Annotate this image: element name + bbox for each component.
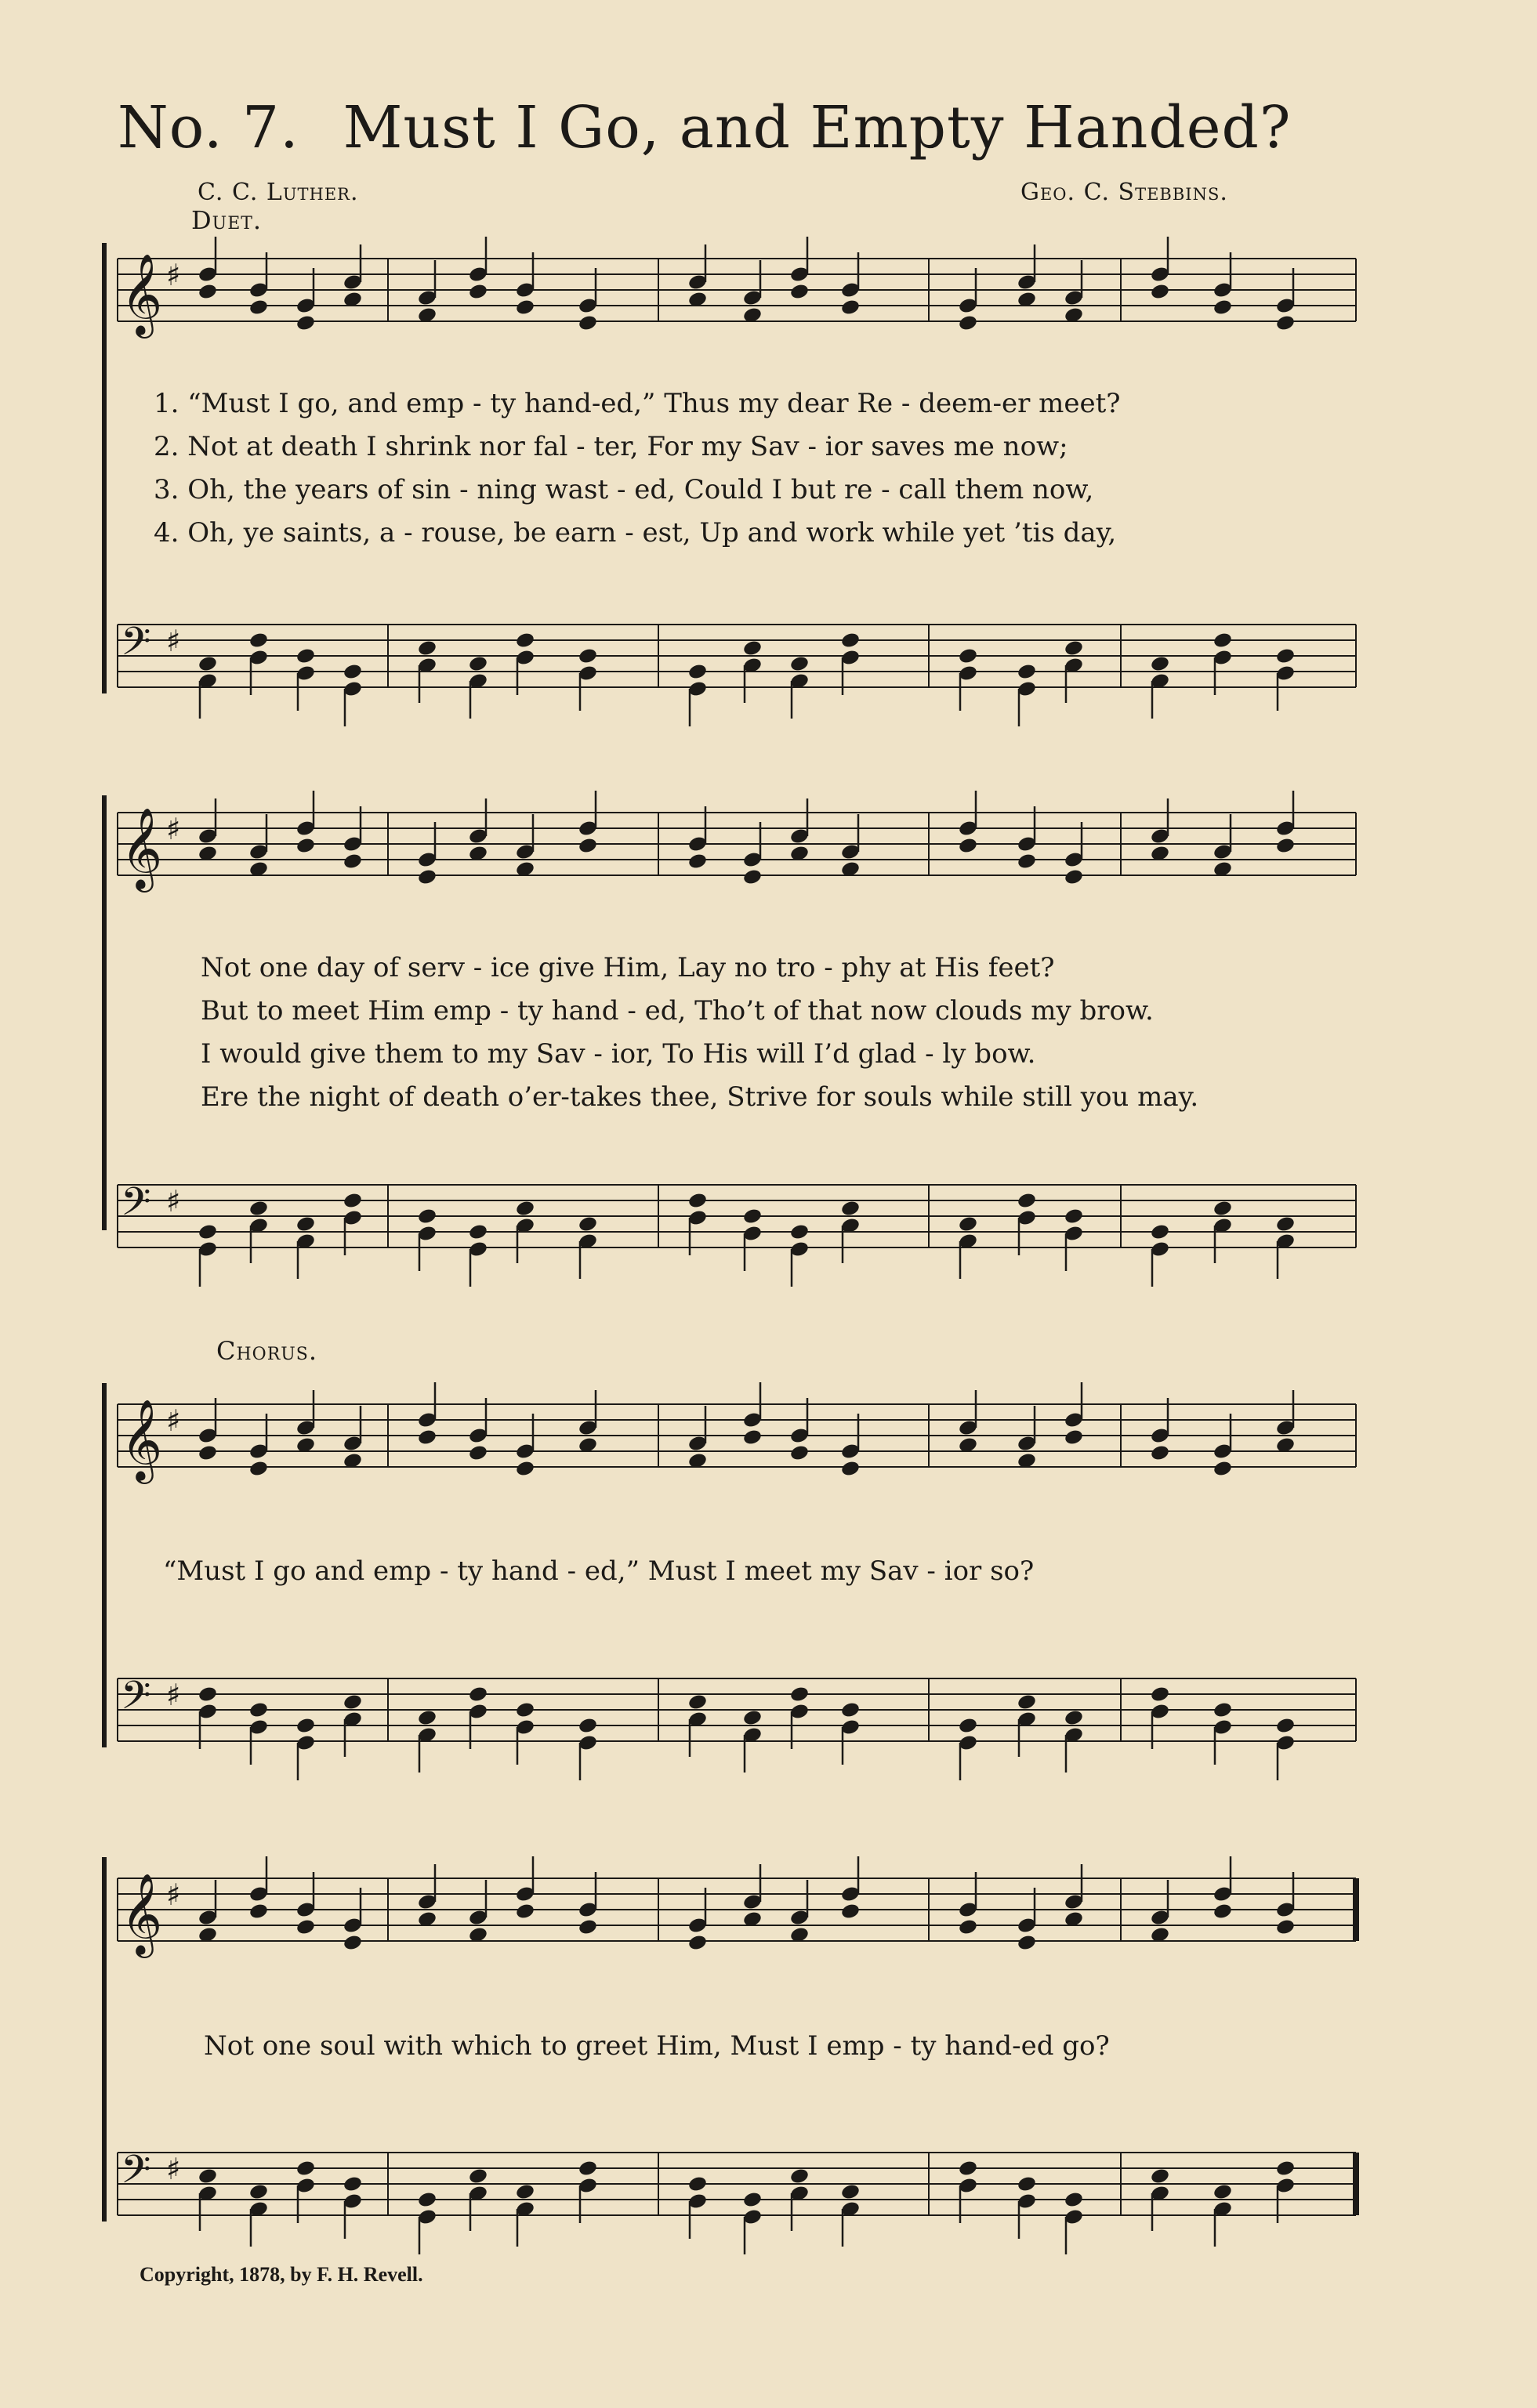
note-head [1064, 868, 1084, 886]
note-head [1275, 2160, 1296, 2178]
note-head [1213, 1903, 1233, 1921]
note-head [958, 314, 978, 332]
note-head [742, 1709, 763, 1727]
note-head [742, 868, 763, 886]
system-brace [102, 243, 107, 693]
note-head [1213, 299, 1233, 317]
note-head [742, 1208, 763, 1226]
sharp-icon: ♯ [166, 2152, 181, 2186]
verse-3-line: I would give them to my Sav - ior, To His will I’d glad - ly bow. [201, 1038, 1036, 1070]
note-head [198, 655, 218, 673]
note-head [958, 2160, 978, 2178]
note-head [198, 1444, 218, 1462]
bass-staff [118, 1669, 1356, 1751]
note-head [417, 2191, 437, 2209]
note-head [515, 1200, 535, 1218]
staff-drawing [118, 1669, 1356, 1751]
bass-clef-icon: 𝄢 [121, 619, 151, 674]
note-head [958, 837, 978, 855]
verse-lyrics-part2 [201, 947, 1198, 1119]
note-head [789, 283, 810, 301]
staff-drawing [118, 803, 1356, 889]
note-head [295, 2160, 316, 2178]
hymn-title-text: Must I Go, and Empty Handed? [343, 94, 1292, 161]
note-head [417, 868, 437, 886]
note-head [248, 1200, 269, 1218]
note-head [468, 2167, 488, 2185]
note-head [468, 1686, 488, 1704]
verse-3-line: 3. Oh, the years of sin - ning wast - ed, Could I but re - call them now, [154, 474, 1094, 505]
sharp-icon: ♯ [166, 1878, 181, 1912]
note-head [417, 1709, 437, 1727]
note-head [1150, 1686, 1170, 1704]
note-head [789, 655, 810, 673]
note-head [1017, 853, 1037, 871]
note-head [468, 283, 488, 301]
note-head [1150, 1223, 1170, 1241]
verse-2-line: But to meet Him emp - ty hand - ed, Tho’t of that now clouds my brow. [201, 995, 1154, 1027]
bass-clef-icon: 𝄢 [121, 1179, 151, 1234]
verse-4-line: Ere the night of death o’er-takes thee, Strive for souls while still you may. [201, 1081, 1199, 1113]
bass-clef-icon: 𝄢 [121, 2147, 151, 2202]
hymn-number: No. 7. [118, 94, 299, 161]
note-head [1275, 314, 1296, 332]
note-head [578, 2160, 598, 2178]
staff-drawing [118, 1395, 1356, 1481]
note-head [578, 1918, 598, 1936]
note-head [1064, 2191, 1084, 2209]
copyright-notice: Copyright, 1878, by F. H. Revell. [140, 2263, 423, 2286]
note-head [789, 1444, 810, 1462]
sharp-icon: ♯ [166, 812, 181, 846]
note-head [578, 647, 598, 665]
verse-1-line: 1. “Must I go, and emp - ty hand-ed,” Thus my dear Re - deem-er meet? [154, 388, 1121, 419]
note-head [789, 1686, 810, 1704]
note-head [578, 1215, 598, 1233]
note-head [1275, 1717, 1296, 1735]
note-head [1017, 1934, 1037, 1952]
note-head [840, 1200, 861, 1218]
note-head [687, 853, 708, 871]
note-head [687, 2175, 708, 2193]
treble-staff [118, 249, 1356, 335]
sharp-icon: ♯ [166, 1403, 181, 1438]
bass-staff [118, 2143, 1356, 2225]
note-head [343, 1192, 363, 1210]
staff-drawing [118, 249, 1356, 335]
note-head [1213, 1460, 1233, 1478]
note-head [295, 1717, 316, 1735]
note-head [687, 1192, 708, 1210]
bass-staff [118, 615, 1356, 697]
note-head [1150, 283, 1170, 301]
treble-staff [118, 1395, 1356, 1481]
note-head [248, 299, 269, 317]
chorus-label: Chorus. [216, 1336, 318, 1366]
note-head [515, 1460, 535, 1478]
note-head [789, 1223, 810, 1241]
composer-credit: Geo. C. Stebbins. [1020, 179, 1228, 206]
staff-drawing [118, 1175, 1356, 1257]
note-head [343, 853, 363, 871]
sharp-icon: ♯ [166, 624, 181, 658]
staff-drawing [118, 615, 1356, 697]
system-brace [102, 795, 107, 1230]
note-head [417, 639, 437, 657]
note-head [248, 2183, 269, 2201]
system-brace [102, 1383, 107, 1747]
chorus-lyrics-line-1: “Must I go and emp - ty hand - ed,” Must I meet my Sav - ior so? [163, 1555, 1035, 1587]
note-head [687, 1934, 708, 1952]
note-head [515, 1701, 535, 1719]
note-head [343, 2175, 363, 2193]
note-head [578, 1717, 598, 1735]
note-head [958, 647, 978, 665]
note-head [1017, 663, 1037, 681]
chorus-lyrics-line-2: Not one soul with which to greet Him, Must I emp - ty hand-ed go? [204, 2030, 1110, 2062]
treble-staff [118, 803, 1356, 889]
note-head [840, 1701, 861, 1719]
note-head [1213, 1200, 1233, 1218]
note-head [840, 299, 861, 317]
note-head [295, 314, 316, 332]
note-head [1064, 639, 1084, 657]
note-head [1064, 1709, 1084, 1727]
note-head [417, 1208, 437, 1226]
treble-clef-icon: 𝄞 [121, 1399, 163, 1481]
note-head [1275, 647, 1296, 665]
note-head [1213, 632, 1233, 650]
note-head [958, 1717, 978, 1735]
note-head [1017, 1192, 1037, 1210]
note-head [742, 639, 763, 657]
note-head [1017, 2175, 1037, 2193]
note-head [248, 1701, 269, 1719]
verse-lyrics-part1 [154, 382, 1121, 555]
sharp-icon: ♯ [166, 1184, 181, 1218]
system-brace [102, 1857, 107, 2222]
staff-drawing [118, 2143, 1356, 2225]
note-head [1275, 1918, 1296, 1936]
hymn-title [118, 94, 1336, 161]
note-head [515, 632, 535, 650]
note-head [742, 2191, 763, 2209]
note-head [1213, 1701, 1233, 1719]
verse-4-line: 4. Oh, ye saints, a - rouse, be earn - est, Up and work while yet ’tis day, [154, 517, 1117, 549]
verse-2-line: 2. Not at death I shrink nor fal - ter, For my Sav - ior saves me now; [154, 431, 1068, 462]
verse-1-line: Not one day of serv - ice give Him, Lay no tro - phy at His feet? [201, 952, 1055, 983]
sharp-icon: ♯ [166, 1678, 181, 1712]
note-head [1064, 1429, 1084, 1447]
note-head [687, 663, 708, 681]
treble-clef-icon: 𝄞 [121, 253, 163, 335]
treble-clef-icon: 𝄞 [121, 807, 163, 889]
note-head [1213, 2183, 1233, 2201]
note-head [958, 1918, 978, 1936]
note-head [515, 299, 535, 317]
note-head [958, 1215, 978, 1233]
note-head [578, 314, 598, 332]
note-head [840, 632, 861, 650]
note-head [295, 837, 316, 855]
note-head [198, 2167, 218, 2185]
note-head [198, 1686, 218, 1704]
note-head [742, 1429, 763, 1447]
note-head [1150, 2167, 1170, 2185]
note-head [840, 1903, 861, 1921]
note-head [295, 647, 316, 665]
note-head [1150, 1444, 1170, 1462]
note-head [687, 1693, 708, 1711]
note-head [578, 837, 598, 855]
note-head [343, 1693, 363, 1711]
note-head [417, 1429, 437, 1447]
author-credit: C. C. Luther. [198, 179, 359, 206]
treble-clef-icon: 𝄞 [121, 1873, 163, 1955]
note-head [343, 663, 363, 681]
note-head [295, 1918, 316, 1936]
note-head [248, 632, 269, 650]
note-head [468, 1223, 488, 1241]
note-head [468, 655, 488, 673]
note-head [1275, 1215, 1296, 1233]
note-head [789, 2167, 810, 2185]
note-head [840, 2183, 861, 2201]
note-head [468, 1444, 488, 1462]
note-head [198, 283, 218, 301]
note-head [1150, 655, 1170, 673]
staff-drawing [118, 1869, 1356, 1955]
sharp-icon: ♯ [166, 258, 181, 292]
note-head [248, 1460, 269, 1478]
note-head [198, 1223, 218, 1241]
bass-staff [118, 1175, 1356, 1257]
note-head [515, 2183, 535, 2201]
duet-label: Duet. [191, 205, 263, 235]
note-head [295, 1215, 316, 1233]
note-head [248, 1903, 269, 1921]
note-head [1017, 1693, 1037, 1711]
note-head [840, 1460, 861, 1478]
note-head [1064, 1208, 1084, 1226]
treble-staff [118, 1869, 1356, 1955]
note-head [1275, 837, 1296, 855]
note-head [343, 1934, 363, 1952]
note-head [515, 1903, 535, 1921]
bass-clef-icon: 𝄢 [121, 1673, 151, 1728]
